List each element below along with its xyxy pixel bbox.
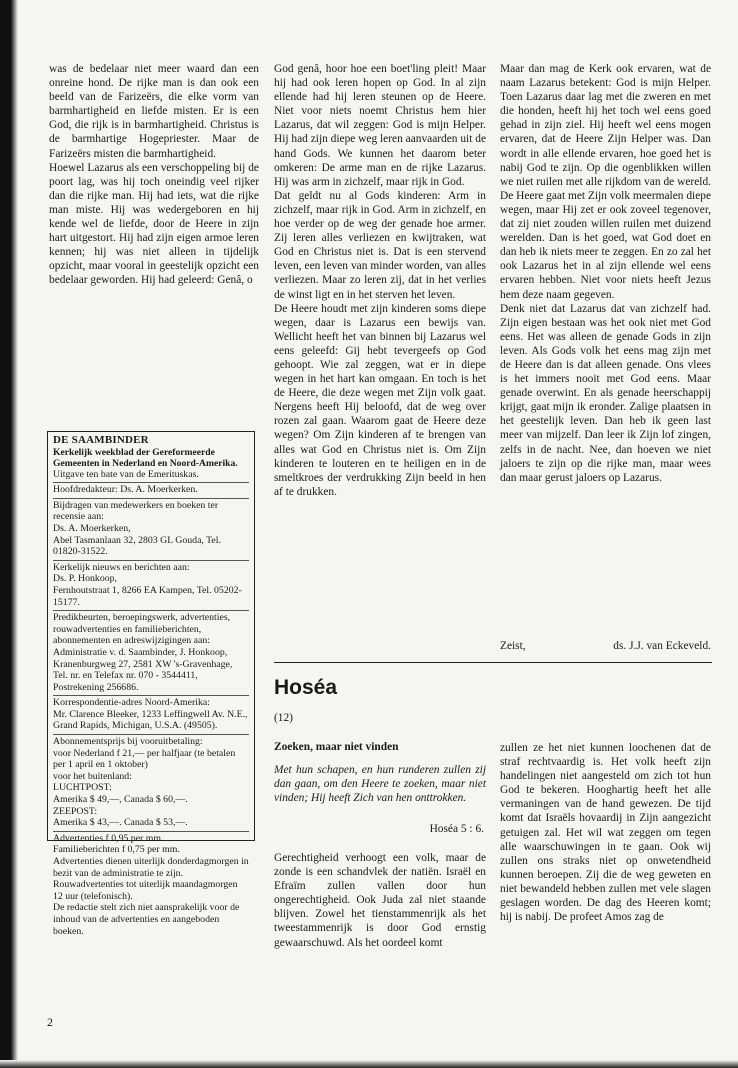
colophon-line: Advertenties f 0,95 per mm.: [53, 831, 249, 845]
colophon-line: Predikbeurten, beroepingswerk, advertenties, rouwadvertenties en familieberichten, abonnementen en adreswijzigingen aan:: [53, 610, 249, 647]
colophon-subtitle: Kerkelijk weekblad der Gereformeerde Gemeenten in Nederland en Noord-Amerika.: [53, 446, 238, 469]
colophon-line: voor Nederland f 21,— per halfjaar (te betalen per 1 april en 1 oktober): [53, 747, 236, 771]
scan-edge-bottom: [0, 1060, 738, 1068]
colophon-line: Hoofdredakteur: Ds. A. Moerkerken.: [53, 482, 249, 496]
quote-reference: Hoséa 5 : 6.: [429, 823, 484, 835]
colophon-line: Abonnementsprijs bij vooruitbetaling:: [53, 734, 249, 748]
colophon-line: LUCHTPOST:: [53, 782, 112, 794]
article-quote: Met hun schapen, en hun runderen zullen zij dan gaan, om den Heere te zoeken, maar niet vinden; Hij heeft Zich van hen onttrokken.: [274, 764, 486, 804]
signature-place: Zeist,: [500, 640, 526, 652]
article-subheading: Zoeken, maar niet vinden: [274, 741, 399, 753]
colophon-line: Mr. Clarence Bleeker, 1233 Leffingwell Av. N.E., Grand Rapids, Michigan, U.S.A. (49505).: [53, 708, 248, 732]
colophon-line: Familieberichten f 0,75 per mm.: [53, 844, 180, 856]
column-1-paragraph-1: was de bedelaar niet meer waard dan een onreine hond. De rijke man is dan ook een beeld van de Farizeërs, die elke vorm van barmhartigheid en liefde misten. Er is een God, die rijk is in barmhartigheid. Christus is de barmhartige Hogepriester. Maar de Farizeërs misten die barmhartigheid.: [49, 63, 259, 160]
colophon-line: Korrespondentie-adres Noord-Amerika:: [53, 695, 249, 709]
colophon-title: DE SAAMBINDER: [53, 434, 149, 446]
colophon-line: voor het buitenland:: [53, 770, 132, 782]
colophon-line: Ds. P. Honkoop,: [53, 573, 117, 585]
colophon-line: Advertenties dienen uiterlijk donderdagmorgen in bezit van de administratie te zijn.: [53, 856, 249, 879]
article-title: Hoséa: [274, 676, 338, 699]
scan-edge-left: [0, 0, 18, 1068]
colophon-line: Administratie v. d. Saambinder, J. Honkoop, Kranenburgweg 27, 2581 XW 's-Gravenhage, Tel. nr. en Telefax nr. 070 - 3544411, Postrekening 256686.: [53, 646, 233, 693]
colophon-line: Abel Tasmanlaan 32, 2803 GL Gouda, Tel. 01820-31522.: [53, 534, 221, 558]
colophon-line: Bijdragen van medewerkers en boeken ter recensie aan:: [53, 498, 249, 523]
page-number: 2: [47, 1015, 53, 1029]
colophon-line: ZEEPOST:: [53, 805, 98, 817]
signature-author: ds. J.J. van Eckeveld.: [613, 640, 711, 652]
colophon-line: Fernhoutstraat 1, 8266 EA Kampen, Tel. 05202-15177.: [53, 584, 242, 608]
colophon-line: Ds. A. Moerkerken,: [53, 522, 131, 534]
colophon-line: Amerika $ 43,—. Canada $ 53,—.: [53, 817, 188, 829]
column-2-paragraph-3: De Heere houdt met zijn kinderen soms diepe wegen, daar is Lazarus een bewijs van. Wellicht heeft het van binnen bij Lazarus wel eens geleefd: Gij hebt tevergeefs op God gehoopt. Wie zal zeggen, wat er in diepe wegen in het hart kan omgaan. En toch is het de Heere, die deze wegen met Zijn volk gaat. Nergens heeft Hij beloofd, dat de weg over rozen zal gaan. Waarom gaat de Heere deze wegen? Om Zijn kinderen af te brengen van alles wat God en Christus niet is. Om Zijn kinderen te louteren en te heiligen en in de smeltkroes der verdrukking Zijn beeld in hen af te drukken.: [274, 302, 486, 498]
colophon-line: Uitgave ten bate van de Emerituskas.: [53, 468, 199, 480]
column-2-paragraph-2: Dat geldt nu al Gods kinderen: Arm in zichzelf, maar rijk in God. Arm in zichzelf, en hoe verder op de weg der genade hoe armer. Zij leren alles verliezen en kwijtraken, wat God en Christus niet is. Dat is een stervend leven, een leven van minder worden, van alles verliezen. Maar zo leren zij, dat in het verlies de winst ligt en in het sterven het leven.: [274, 189, 486, 301]
colophon-box: [47, 431, 255, 937]
column-3-paragraph-2: Denk niet dat Lazarus dat van zichzelf had. Zijn eigen bestaan was het ook niet met God eens. Het was alleen de genade Gods in zijn leven. Als Gods volk het eens mag zijn met de Heere dan is dat alleen genade. Ons vlees is het immers nooit met God eens. Maar genade overwint. En als genade heerschappij krijgt, gaat mijn ik eronder. Zalige plaatsen in het geestelijk leven. Dan heb ik geen last meer van mijzelf. Dan leer ik Zijn lof zingen, zelfs in de nacht. Nee, dan hoeven we niet jaloers te zijn op die rijke man, maar wees dan maar gerust jaloers op Lazarus.: [500, 302, 711, 484]
colophon-line: Amerika $ 49,—, Canada $ 60,—.: [53, 794, 188, 806]
article-body-left: Gerechtigheid verhoogt een volk, maar de zonde is een schandvlek der natiën. Israël en Efraïm zullen vallen door hun ongerechtigheid. Ook Juda zal niet staande blijven. Zowel het tienstammenrijk als het tweestammenrijk is door God ernstig gewaarschuwd. Als het oordeel komt: [274, 852, 486, 949]
colophon-line: De redactie stelt zich niet aansprakelijk voor de inhoud van de advertenties en aangeboden boeken.: [53, 902, 240, 937]
colophon-line: Rouwadvertenties tot uiterlijk maandagmorgen 12 uur (telefonisch).: [53, 879, 238, 902]
article-part-number: (12): [274, 712, 293, 724]
article-body-right: zullen ze het niet kunnen loochenen dat de straf rechtvaardig is. Het volk heeft zijn handelingen niet aangesteld om zich tot hun God te bekeren. Hooghartig heeft het alle vermaningen van de hand gewezen. De tijd komt dat Israëls hovaardij in Zijn aangezicht getuigen zal. Het wil wat zeggen om tegen alle waarschuwingen in te gaan. Ook wij zullen ons straks niet op onwetendheid kunnen beroepen. Zij die de weg geweten en niet bewandeld hebben zullen met vele slagen geslagen worden. De dag des Heeren komt; hij is nabij. De profeet Amos zag de: [500, 742, 711, 924]
colophon-line: Kerkelijk nieuws en berichten aan:: [53, 560, 249, 574]
column-2-paragraph-1: God genâ, hoor hoe een boet'ling pleit! Maar hij had ook leren hopen op God. In al zijn ellende had hij leren steunen op de Heere. Niet voor niets noemt Christus hem hier Lazarus, dat wil zeggen: God is mijn Helper. Hij had zijn diepe weg leren aanvaarden uit de hand Gods. We kunnen het daarom beter omkeren: De arme man en de rijke Lazarus. Hij was arm in zichzelf, maar rijk in God.: [274, 63, 486, 188]
column-1-paragraph-2: Hoewel Lazarus als een verschoppeling bij de poort lag, was hij toch oneindig veel rijker dan die rijke man. Hij had iets, wat die rijke man miste. Hij was wedergeboren en hij kende wel de liefde, door de Heere in zijn hart uitgestort. Hij had zijn eigen armoe leren kennen; hij was niet alleen in tijdelijk opzicht, maar vooral in geestelijk opzicht een bedelaar geworden. Hij had geleerd: Genâ, o: [49, 161, 259, 287]
column-2: [274, 62, 486, 499]
column-3-paragraph-1: Maar dan mag de Kerk ook ervaren, wat de naam Lazarus betekent: God is mijn Helper. Toen Lazarus daar lag met die zweren en met die honden, heeft hij het toch wel eens goed gehad in zijn ziel. Hij heeft wel eens mogen ervaren, dat de Heere Zijn Helper was. Dan wordt in alle ellende ervaren, hoe goed het is nabij God te zijn. Op die ogenblikken willen we niet ruilen met alle rijkdom van de wereld. De Heere gaat met Zijn volk meermalen diepe wegen, maar Hij zet er ook zoveel tegenover, dat zij niet zouden willen ruilen met duizend werelden. Dan is het goed, wat God doet en dan heb ik niets meer te zeggen. En zo zal het ook Lazarus het in al zijn ellende wel eens ervaren hebben. Niet voor niets heeft Jezus hem deze naam gegeven.: [500, 63, 711, 301]
column-1: [49, 62, 259, 288]
column-3: [500, 62, 711, 485]
section-divider: [274, 662, 712, 663]
